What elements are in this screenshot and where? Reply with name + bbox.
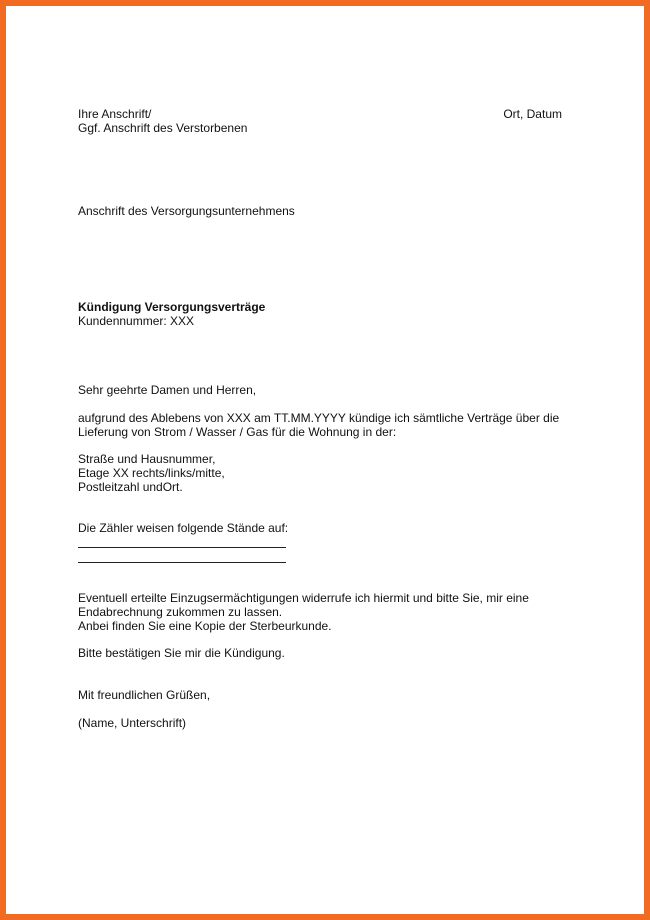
confirmation-request: Bitte bestätigen Sie mir die Kündigung.	[78, 646, 285, 660]
closing: Mit freundlichen Grüßen,	[78, 688, 211, 702]
revocation-line-1: Eventuell erteilte Einzugsermächtigungen widerrufe ich hiermit und bitte Sie, mir eine	[78, 591, 529, 605]
meter-reading-line-2	[78, 562, 286, 563]
meter-reading-line-1	[78, 547, 286, 548]
signature-placeholder: (Name, Unterschrift)	[78, 716, 187, 730]
sender-address-line-1: Ihre Anschrift/	[78, 107, 152, 121]
apartment-address-line-2: Etage XX rechts/links/mitte,	[78, 466, 225, 480]
subject-title: Kündigung Versorgungsverträge	[78, 300, 266, 314]
customer-number: Kundennummer: XXX	[78, 314, 195, 328]
apartment-address-line-1: Straße und Hausnummer,	[78, 452, 216, 466]
meter-readings-label: Die Zähler weisen folgende Stände auf:	[78, 521, 289, 535]
revocation-line-2: Endabrechnung zukommen zu lassen.	[78, 605, 283, 619]
recipient-address: Anschrift des Versorgungsunternehmens	[78, 204, 295, 218]
sender-address-line-2: Ggf. Anschrift des Verstorbenen	[78, 121, 248, 135]
place-date: Ort, Datum	[503, 107, 562, 121]
apartment-address-line-3: Postleitzahl undOrt.	[78, 480, 183, 494]
revocation-line-3: Anbei finden Sie eine Kopie der Sterbeurkunde.	[78, 619, 332, 633]
intro-line-2: Lieferung von Strom / Wasser / Gas für die Wohnung in der:	[78, 425, 397, 439]
intro-line-1: aufgrund des Ablebens von XXX am TT.MM.YYYY kündige ich sämtliche Verträge über die	[78, 411, 560, 425]
salutation: Sehr geehrte Damen und Herren,	[78, 383, 257, 397]
